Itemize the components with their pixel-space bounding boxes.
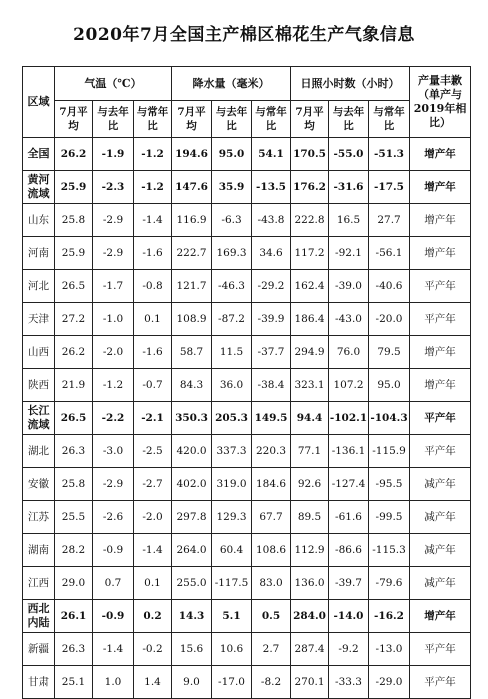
region-name: 甘肃 (28, 676, 49, 688)
precip-avg-cell: 9.0 (172, 666, 212, 699)
temp-norm-cell: 0.2 (134, 600, 172, 633)
temp-norm-cell: -0.7 (134, 369, 172, 402)
yield-cell: 减产年 (410, 501, 471, 534)
precip-prev-cell: 319.0 (212, 468, 252, 501)
precip-avg-header: 7月平 均 (172, 101, 212, 138)
temp-avg-cell: 21.9 (55, 369, 93, 402)
yield-cell: 平产年 (410, 270, 471, 303)
region-cell (23, 336, 55, 369)
temp-norm-cell: -1.6 (134, 336, 172, 369)
precip-prev-cell: -17.0 (212, 666, 252, 699)
precip-norm-cell: -13.5 (252, 171, 291, 204)
precip-avg-cell: 14.3 (172, 600, 212, 633)
precip-avg-cell: 350.3 (172, 402, 212, 435)
sun-prev-cell: -136.1 (329, 435, 369, 468)
precip-norm-cell: -37.7 (252, 336, 291, 369)
sun-prev-cell: -127.4 (329, 468, 369, 501)
region-name: 天津 (28, 313, 49, 325)
temp-prev-cell: -2.6 (93, 501, 134, 534)
sun-avg-header: 7月平 均 (291, 101, 329, 138)
yield-cell: 增产年 (410, 369, 471, 402)
temp-avg-cell: 26.3 (55, 633, 93, 666)
temp-avg-cell: 25.8 (55, 204, 93, 237)
yield-cell: 平产年 (410, 633, 471, 666)
region-name: 全国 (27, 147, 50, 160)
table-row (23, 303, 471, 336)
temp-avg-cell: 25.5 (55, 501, 93, 534)
sun-prev-cell: -61.6 (329, 501, 369, 534)
precip-prev-cell: -46.3 (212, 270, 252, 303)
temp-prev-cell: -2.0 (93, 336, 134, 369)
cotton-weather-table (22, 66, 471, 699)
precip-avg-cell: 116.9 (172, 204, 212, 237)
precip-avg-cell: 264.0 (172, 534, 212, 567)
temp-avg-cell: 26.1 (55, 600, 93, 633)
sun-prev-cell: -9.2 (329, 633, 369, 666)
precip-norm-cell: 0.5 (252, 600, 291, 633)
yield-cell: 减产年 (410, 468, 471, 501)
region-name: 湖南 (28, 544, 49, 556)
precipitation-header: 降水量（毫米） (172, 67, 291, 101)
sun-avg-cell: 294.9 (291, 336, 329, 369)
region-cell (23, 237, 55, 270)
sun-prev-cell: -39.7 (329, 567, 369, 600)
sun-prev-cell: -102.1 (329, 402, 369, 435)
sun-norm-cell: -51.3 (369, 138, 410, 171)
table-row (23, 468, 471, 501)
precip-norm-cell: 83.0 (252, 567, 291, 600)
sun-avg-cell: 287.4 (291, 633, 329, 666)
region-name: 陕西 (28, 379, 49, 391)
precip-prev-cell: 36.0 (212, 369, 252, 402)
temp-norm-cell: -0.8 (134, 270, 172, 303)
region-cell (23, 501, 55, 534)
sun-norm-cell: -115.9 (369, 435, 410, 468)
yield-cell: 增产年 (410, 171, 471, 204)
table-row (23, 204, 471, 237)
precip-prev-cell: 129.3 (212, 501, 252, 534)
temp-prev-cell: -1.4 (93, 633, 134, 666)
sun-prev-cell: -39.0 (329, 270, 369, 303)
temp-norm-header: 与常年 比 (134, 101, 172, 138)
region-cell (23, 369, 55, 402)
sun-norm-cell: -20.0 (369, 303, 410, 336)
temp-norm-cell: -2.7 (134, 468, 172, 501)
precip-norm-cell: 34.6 (252, 237, 291, 270)
precip-prev-cell: 337.3 (212, 435, 252, 468)
temp-norm-cell: -2.1 (134, 402, 172, 435)
precip-avg-cell: 222.7 (172, 237, 212, 270)
precip-prev-cell: -117.5 (212, 567, 252, 600)
sun-avg-cell: 77.1 (291, 435, 329, 468)
region-cell (23, 600, 55, 633)
sun-norm-cell: -104.3 (369, 402, 410, 435)
sun-prev-cell: -92.1 (329, 237, 369, 270)
region-cell (23, 171, 55, 204)
region-name: 河北 (28, 280, 49, 292)
temp-prev-cell: 1.0 (93, 666, 134, 699)
precip-prev-cell: 35.9 (212, 171, 252, 204)
sun-avg-cell: 117.2 (291, 237, 329, 270)
region-name: 山东 (28, 214, 49, 226)
temp-prev-cell: -0.9 (93, 600, 134, 633)
region-name: 西北 (27, 602, 50, 615)
region-cell (23, 435, 55, 468)
table-row (23, 237, 471, 270)
temp-avg-cell: 25.8 (55, 468, 93, 501)
table-row (23, 501, 471, 534)
temp-avg-cell: 26.5 (55, 270, 93, 303)
precip-prev-cell: 5.1 (212, 600, 252, 633)
precip-avg-cell: 297.8 (172, 501, 212, 534)
region-header: 区域 (23, 67, 55, 138)
sun-norm-cell: -29.0 (369, 666, 410, 699)
table-row (23, 633, 471, 666)
sun-prev-cell: -14.0 (329, 600, 369, 633)
region-name: 山西 (28, 346, 49, 358)
table-row (23, 435, 471, 468)
yield-cell: 增产年 (410, 138, 471, 171)
precip-prev-cell: 205.3 (212, 402, 252, 435)
temp-prev-cell: -0.9 (93, 534, 134, 567)
precip-norm-cell: 108.6 (252, 534, 291, 567)
precip-norm-cell: 54.1 (252, 138, 291, 171)
temp-avg-cell: 26.5 (55, 402, 93, 435)
sun-prev-cell: 16.5 (329, 204, 369, 237)
temp-norm-cell: -1.6 (134, 237, 172, 270)
document-title: 2020年7月全国主产棉区棉花生产气象信息 (73, 25, 415, 45)
yield-cell: 增产年 (410, 336, 471, 369)
temp-prev-cell: -2.2 (93, 402, 134, 435)
temp-prev-cell: -1.9 (93, 138, 134, 171)
sun-prev-cell: 76.0 (329, 336, 369, 369)
temp-avg-cell: 25.9 (55, 237, 93, 270)
precip-avg-cell: 121.7 (172, 270, 212, 303)
yield-cell: 减产年 (410, 534, 471, 567)
region-cell (23, 534, 55, 567)
precip-avg-cell: 108.9 (172, 303, 212, 336)
sun-prev-cell: 107.2 (329, 369, 369, 402)
region-name: 河南 (28, 247, 49, 259)
precip-norm-header: 与常年 比 (252, 101, 291, 138)
precip-avg-cell: 255.0 (172, 567, 212, 600)
temp-prev-header: 与去年 比 (93, 101, 134, 138)
sun-norm-cell: -40.6 (369, 270, 410, 303)
region-name-line2: 流域 (27, 418, 50, 431)
sun-prev-header: 与去年 比 (329, 101, 369, 138)
yield-cell: 平产年 (410, 303, 471, 336)
table-row (23, 567, 471, 600)
region-cell (23, 468, 55, 501)
temp-prev-cell: -1.7 (93, 270, 134, 303)
temp-avg-cell: 28.2 (55, 534, 93, 567)
region-name: 安徽 (28, 478, 49, 490)
table-row (23, 369, 471, 402)
precip-prev-cell: -6.3 (212, 204, 252, 237)
temp-norm-cell: 0.1 (134, 567, 172, 600)
sun-avg-cell: 112.9 (291, 534, 329, 567)
precip-norm-cell: 184.6 (252, 468, 291, 501)
region-name: 长江 (27, 404, 50, 417)
sun-prev-cell: -33.3 (329, 666, 369, 699)
sun-norm-cell: -95.5 (369, 468, 410, 501)
sun-avg-cell: 176.2 (291, 171, 329, 204)
temp-norm-cell: -1.2 (134, 138, 172, 171)
sun-avg-cell: 323.1 (291, 369, 329, 402)
precip-norm-cell: 2.7 (252, 633, 291, 666)
sun-norm-cell: -13.0 (369, 633, 410, 666)
sun-norm-cell: 27.7 (369, 204, 410, 237)
sun-avg-cell: 222.8 (291, 204, 329, 237)
precip-prev-cell: -87.2 (212, 303, 252, 336)
temp-prev-cell: 0.7 (93, 567, 134, 600)
precip-avg-cell: 15.6 (172, 633, 212, 666)
precip-avg-cell: 147.6 (172, 171, 212, 204)
sun-avg-cell: 170.5 (291, 138, 329, 171)
temp-prev-cell: -1.2 (93, 369, 134, 402)
temp-norm-cell: 1.4 (134, 666, 172, 699)
sun-norm-cell: -16.2 (369, 600, 410, 633)
temp-avg-header: 7月平 均 (55, 101, 93, 138)
sun-norm-cell: -56.1 (369, 237, 410, 270)
temperature-header: 气温（℃） (55, 67, 172, 101)
table-row (23, 600, 471, 633)
temp-norm-cell: -1.4 (134, 534, 172, 567)
temp-norm-cell: -1.4 (134, 204, 172, 237)
sun-norm-cell: 79.5 (369, 336, 410, 369)
sun-prev-cell: -55.0 (329, 138, 369, 171)
temp-prev-cell: -2.3 (93, 171, 134, 204)
table-row (23, 270, 471, 303)
temp-prev-cell: -2.9 (93, 204, 134, 237)
table-row (23, 171, 471, 204)
temp-prev-cell: -3.0 (93, 435, 134, 468)
sunshine-header: 日照小时数（小时） (291, 67, 410, 101)
precip-norm-cell: 67.7 (252, 501, 291, 534)
yield-cell: 增产年 (410, 237, 471, 270)
sun-norm-cell: -79.6 (369, 567, 410, 600)
temp-norm-cell: -0.2 (134, 633, 172, 666)
table-row (23, 402, 471, 435)
table-row (23, 336, 471, 369)
yield-cell: 平产年 (410, 402, 471, 435)
region-cell (23, 567, 55, 600)
yield-cell: 减产年 (410, 567, 471, 600)
region-name: 黄河 (27, 173, 50, 186)
sun-avg-cell: 94.4 (291, 402, 329, 435)
sun-norm-cell: -99.5 (369, 501, 410, 534)
precip-norm-cell: -29.2 (252, 270, 291, 303)
region-cell (23, 138, 55, 171)
temp-avg-cell: 25.9 (55, 171, 93, 204)
table-body (23, 138, 471, 699)
region-name: 湖北 (28, 445, 49, 457)
precip-prev-cell: 169.3 (212, 237, 252, 270)
temp-norm-cell: -1.2 (134, 171, 172, 204)
sun-avg-cell: 89.5 (291, 501, 329, 534)
region-name: 江西 (28, 577, 49, 589)
sun-avg-cell: 92.6 (291, 468, 329, 501)
sun-avg-cell: 136.0 (291, 567, 329, 600)
sun-prev-cell: -86.6 (329, 534, 369, 567)
precip-avg-cell: 84.3 (172, 369, 212, 402)
precip-norm-cell: 149.5 (252, 402, 291, 435)
sun-prev-cell: -31.6 (329, 171, 369, 204)
precip-avg-cell: 420.0 (172, 435, 212, 468)
precip-avg-cell: 402.0 (172, 468, 212, 501)
yield-cell: 增产年 (410, 600, 471, 633)
sun-avg-cell: 284.0 (291, 600, 329, 633)
sun-avg-cell: 270.1 (291, 666, 329, 699)
precip-norm-cell: -8.2 (252, 666, 291, 699)
region-name-line2: 流域 (27, 187, 50, 200)
table-header (23, 67, 471, 138)
yield-header: 产量丰歉 （单产与 2019年相 比） (410, 67, 471, 138)
precip-norm-cell: -39.9 (252, 303, 291, 336)
temp-avg-cell: 26.3 (55, 435, 93, 468)
table-row (23, 138, 471, 171)
region-cell (23, 270, 55, 303)
region-name-line2: 内陆 (27, 616, 50, 629)
temp-norm-cell: -2.5 (134, 435, 172, 468)
precip-norm-cell: -38.4 (252, 369, 291, 402)
region-cell (23, 402, 55, 435)
sun-avg-cell: 162.4 (291, 270, 329, 303)
region-cell (23, 204, 55, 237)
sun-norm-header: 与常年 比 (369, 101, 410, 138)
sun-prev-cell: -43.0 (329, 303, 369, 336)
sun-norm-cell: -115.3 (369, 534, 410, 567)
sun-norm-cell: 95.0 (369, 369, 410, 402)
sun-avg-cell: 186.4 (291, 303, 329, 336)
yield-cell: 增产年 (410, 204, 471, 237)
temp-prev-cell: -2.9 (93, 237, 134, 270)
temp-norm-cell: -2.0 (134, 501, 172, 534)
region-name: 新疆 (28, 643, 49, 655)
table-row (23, 534, 471, 567)
temp-avg-cell: 27.2 (55, 303, 93, 336)
yield-cell: 平产年 (410, 666, 471, 699)
temp-prev-cell: -1.0 (93, 303, 134, 336)
temp-norm-cell: 0.1 (134, 303, 172, 336)
precip-norm-cell: 220.3 (252, 435, 291, 468)
precip-prev-cell: 60.4 (212, 534, 252, 567)
precip-prev-header: 与去年 比 (212, 101, 252, 138)
temp-avg-cell: 25.1 (55, 666, 93, 699)
yield-cell: 平产年 (410, 435, 471, 468)
sun-norm-cell: -17.5 (369, 171, 410, 204)
region-cell (23, 633, 55, 666)
precip-prev-cell: 95.0 (212, 138, 252, 171)
temp-avg-cell: 29.0 (55, 567, 93, 600)
precip-avg-cell: 194.6 (172, 138, 212, 171)
precip-prev-cell: 10.6 (212, 633, 252, 666)
region-name: 江苏 (28, 511, 49, 523)
precip-avg-cell: 58.7 (172, 336, 212, 369)
temp-avg-cell: 26.2 (55, 336, 93, 369)
region-cell (23, 303, 55, 336)
temp-avg-cell: 26.2 (55, 138, 93, 171)
precip-prev-cell: 11.5 (212, 336, 252, 369)
precip-norm-cell: -43.8 (252, 204, 291, 237)
temp-prev-cell: -2.9 (93, 468, 134, 501)
